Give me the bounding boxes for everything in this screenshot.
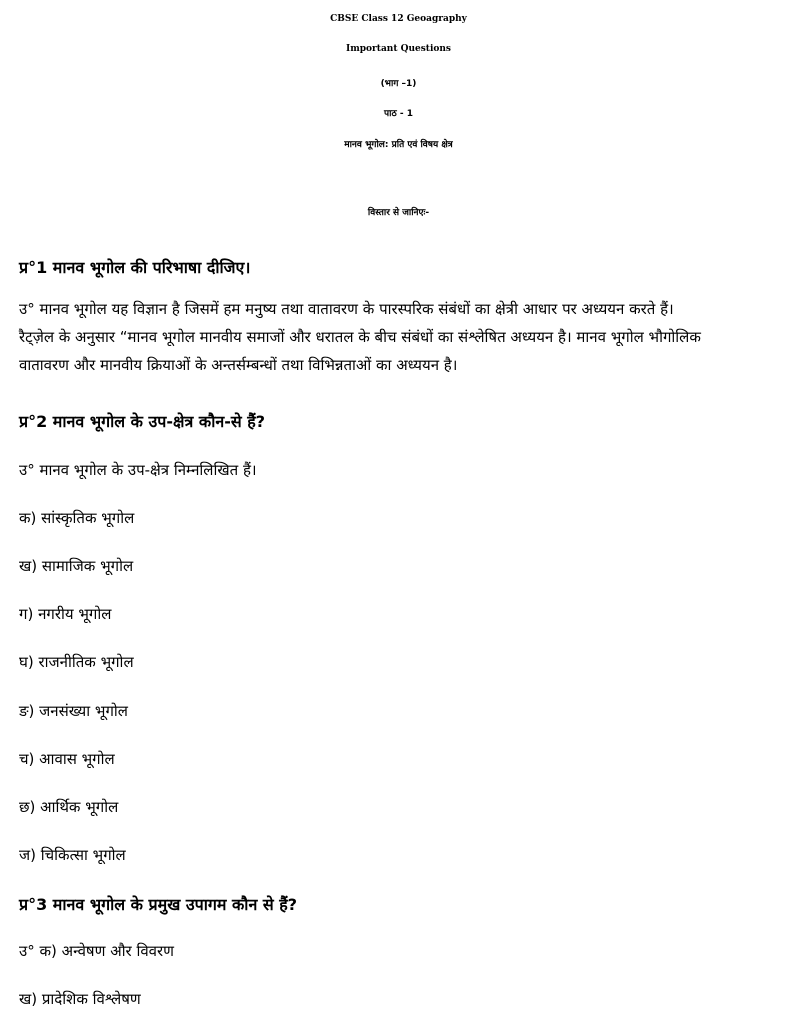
list-item: ग) नगरीय भूगोल	[19, 605, 112, 623]
answer-1	[19, 295, 785, 379]
list-item: छ) आर्थिक भूगोल	[19, 798, 119, 816]
list-item: उ° क) अन्वेषण और विवरण	[19, 942, 174, 960]
list-item: ङ) जनसंख्या भूगोल	[19, 702, 128, 720]
document-subtitle: Important Questions	[346, 44, 451, 54]
part-label: (भाग –1)	[380, 79, 417, 89]
section-heading: विस्तार से जानिएः-	[367, 208, 430, 218]
list-item: ज) चिकित्सा भूगोल	[19, 846, 126, 864]
question-3: प्र°3 मानव भूगोल के प्रमुख उपागम कौन से हैं?	[19, 895, 298, 914]
question-2: प्र°2 मानव भूगोल के उप-क्षेत्र कौन-से हैं?	[19, 412, 266, 431]
list-item: ख) सामाजिक भूगोल	[19, 557, 134, 575]
list-item: क) सांस्कृतिक भूगोल	[19, 509, 135, 527]
list-item: ख) प्रादेशिक विश्लेषण	[19, 990, 141, 1008]
answer-2-intro: उ° मानव भूगोल के उप-क्षेत्र निम्नलिखित हैं।	[19, 461, 257, 479]
list-item: घ) राजनीतिक भूगोल	[19, 653, 134, 671]
answer-1-line: वातावरण और मानवीय क्रियाओं के अन्तर्सम्बन्धों तथा विभिन्नताओं का अध्ययन है।	[19, 356, 458, 374]
answer-1-line: उ° मानव भूगोल यह विज्ञान है जिसमें हम मनुष्य तथा वातावरण के पारस्परिक संबंधों का क्षेत्री आधार पर अध्ययन करते हैं।	[19, 300, 674, 318]
answer-1-line: रैट्ज़ेल के अनुसार “मानव भूगोल मानवीय समाजों और धरातल के बीच संबंधों का संश्लेषित अध्ययन है। मानव भूगोल भौगोलिक	[19, 328, 701, 346]
document-title: CBSE Class 12 Geoagraphy	[330, 14, 467, 24]
list-item: च) आवास भूगोल	[19, 750, 115, 768]
question-1: प्र°1 मानव भूगोल की परिभाषा दीजिए।	[19, 258, 251, 277]
lesson-label: पाठ - 1	[384, 109, 413, 119]
chapter-title: मानव भूगोल: प्रति एवं विषय क्षेत्र	[344, 140, 453, 150]
